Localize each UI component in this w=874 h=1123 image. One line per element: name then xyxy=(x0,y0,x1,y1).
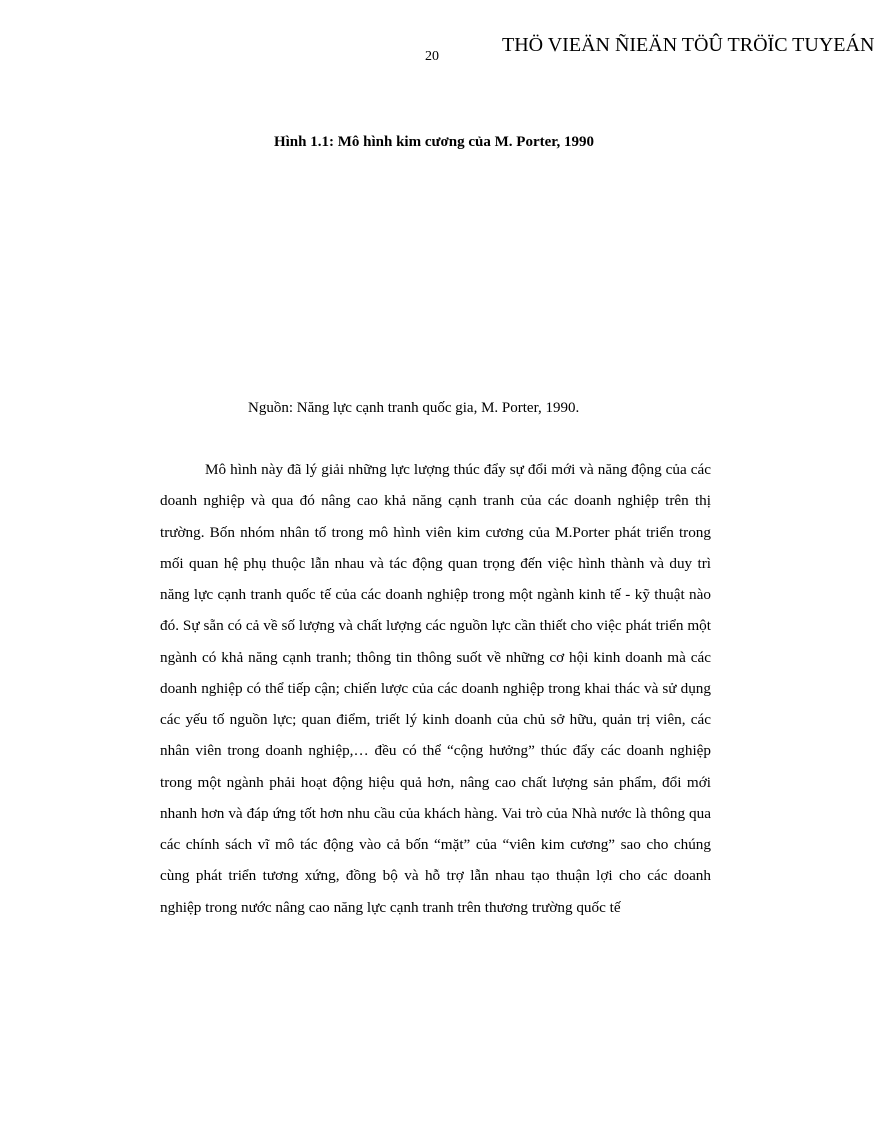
figure-source: Nguồn: Năng lực cạnh tranh quốc gia, M. Porter, 1990. xyxy=(248,400,580,416)
library-watermark: THÖ VIEÄN ÑIEÄN TÖÛ TRÖÏC TUYEÁN xyxy=(502,34,874,56)
body-paragraph: Mô hình này đã lý giải những lực lượng thúc đẩy sự đổi mới và năng động của các doanh nghiệp và qua đó nâng cao khả năng cạnh tranh của các doanh nghiệp trên thị trường. Bốn nhóm nhân tố trong mô hình viên kim cương của M.Porter phát triển trong mối quan hệ phụ thuộc lẫn nhau và tác động quan trọng đến việc hình thành và duy trì năng lực cạnh tranh quốc tế của các doanh nghiệp trong một ngành kinh tế - kỹ thuật nào đó. Sự sẵn có cả về số lượng và chất lượng các nguồn lực cần thiết cho việc phát triển một ngành có khả năng cạnh tranh; thông tin thông suốt về những cơ hội kinh doanh mà các doanh nghiệp có thể tiếp cận; chiến lược của các doanh nghiệp trong khai thác và sử dụng các yếu tố nguồn lực; quan điểm, triết lý kinh doanh của chủ sở hữu, quản trị viên, các nhân viên trong doanh nghiệp,… đều có thể “cộng hưởng” thúc đẩy các doanh nghiệp trong một ngành phải hoạt động hiệu quả hơn, nâng cao chất lượng sản phẩm, đổi mới nhanh hơn và đáp ứng tốt hơn nhu cầu của khách hàng. Vai trò của Nhà nước là thông qua các chính sách vĩ mô tác động vào cả bốn “mặt” của “viên kim cương” sao cho chúng cùng phát triển tương xứng, đồng bộ và hỗ trợ lẫn nhau tạo thuận lợi cho các doanh nghiệp trong nước nâng cao năng lực cạnh tranh trên thương trường quốc tế xyxy=(160,461,711,916)
page-number: 20 xyxy=(425,49,439,64)
figure-title: Hình 1.1: Mô hình kim cương của M. Porter, 1990 xyxy=(273,134,595,150)
figure-placeholder xyxy=(160,165,712,385)
